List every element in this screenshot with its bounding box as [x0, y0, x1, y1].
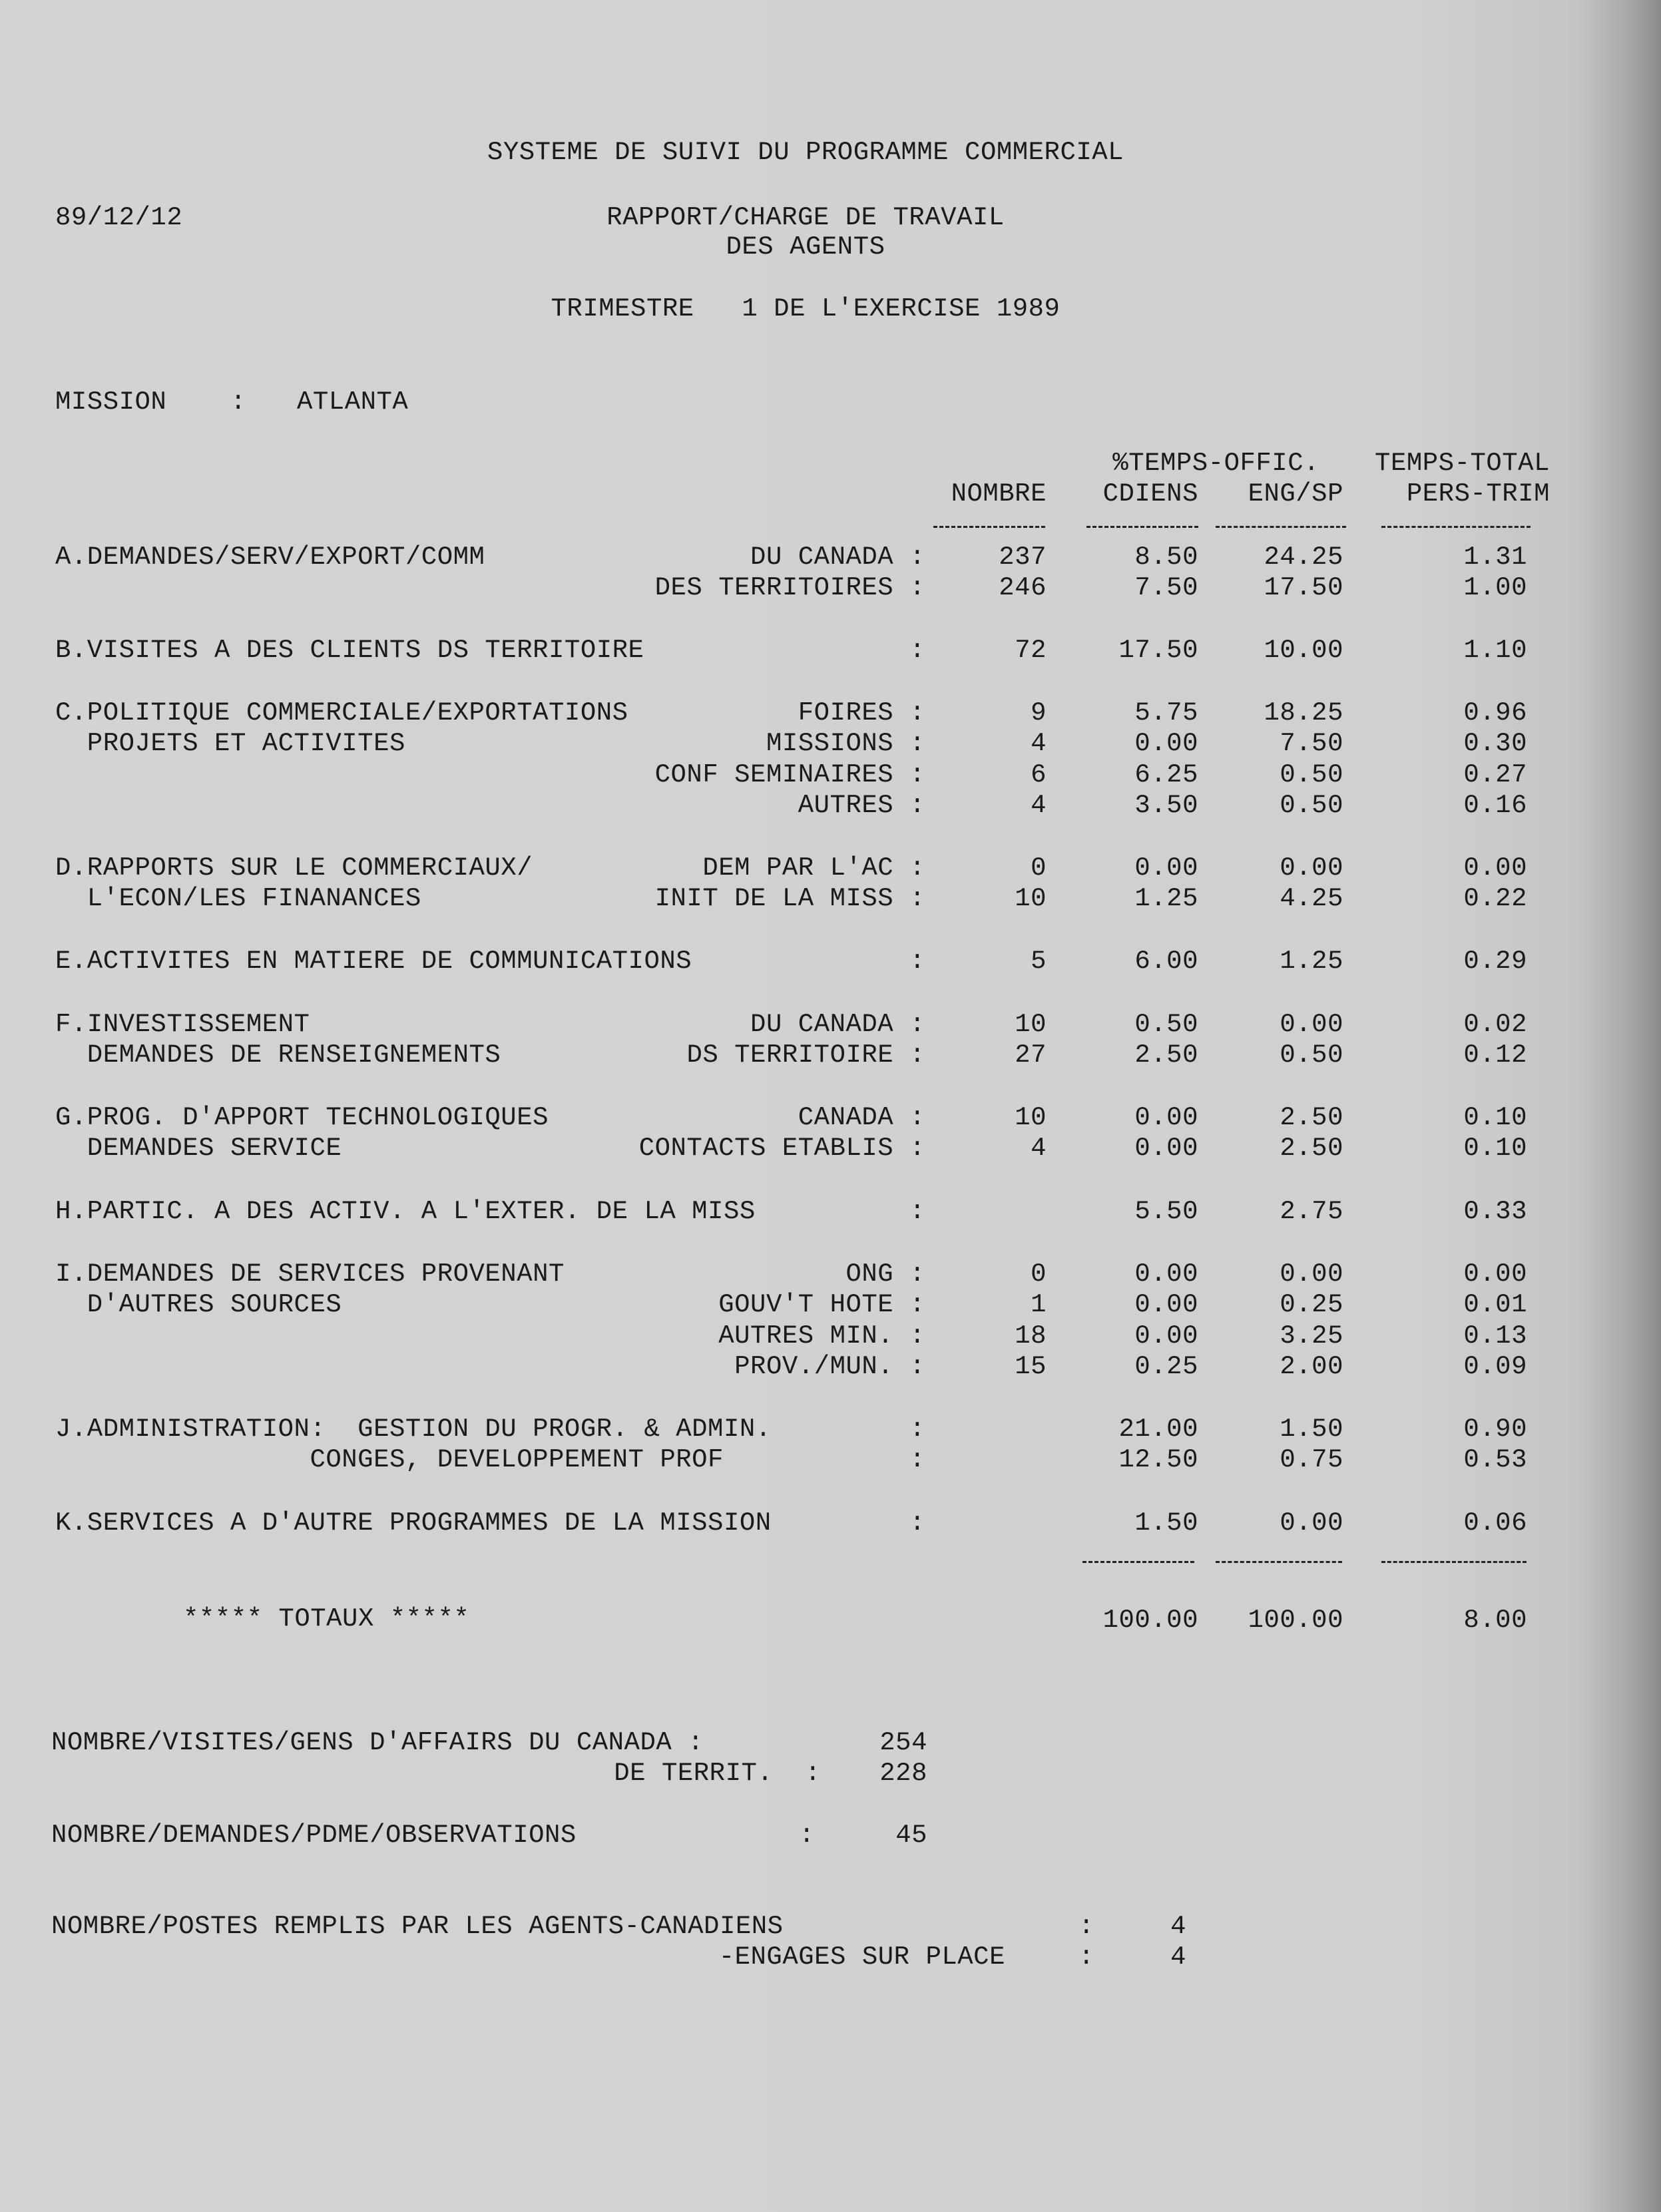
system-title: SYSTEME DE SUIVI DU PROGRAMME COMMERCIAL: [487, 138, 1124, 167]
row-cdiens: 0.00: [1134, 729, 1198, 758]
row-label: DEMANDES SERVICE: [55, 1134, 342, 1163]
row-label: D'AUTRES SOURCES: [55, 1290, 342, 1319]
row-sublabel: :: [909, 947, 925, 976]
row-sublabel: DEM PAR L'AC :: [702, 853, 925, 883]
row-label: PROJETS ET ACTIVITES: [55, 729, 405, 758]
row-sublabel: DU CANADA :: [750, 543, 925, 572]
col-cdiens: CDIENS: [1102, 479, 1198, 509]
row-label: DEMANDES DE RENSEIGNEMENTS: [55, 1040, 501, 1070]
row-cdiens: 0.00: [1134, 1259, 1198, 1289]
row-sublabel: :: [909, 1508, 925, 1538]
row-nombre: 4: [1031, 729, 1047, 758]
row-nombre: 246: [999, 573, 1047, 602]
row-label: C.POLITIQUE COMMERCIALE/EXPORTATIONS: [55, 698, 628, 728]
row-nombre: 72: [1015, 636, 1047, 665]
row-label: J.ADMINISTRATION: GESTION DU PROGR. & ADMIN.: [55, 1415, 772, 1444]
row-sublabel: MISSIONS :: [766, 729, 925, 758]
row-nombre: 10: [1015, 1010, 1047, 1039]
visites-canada-value: 254: [879, 1728, 927, 1757]
row-engsp: 10.00: [1264, 636, 1343, 665]
totals-cdiens: 100.00: [1102, 1606, 1198, 1635]
row-label: E.ACTIVITES EN MATIERE DE COMMUNICATIONS: [55, 947, 692, 976]
postes-canadiens-value: 4: [1170, 1912, 1186, 1941]
visites-territ-value: 228: [879, 1759, 927, 1788]
row-cdiens: 21.00: [1118, 1415, 1198, 1444]
row-perstrim: 0.22: [1463, 884, 1527, 913]
row-perstrim: 0.01: [1463, 1290, 1527, 1319]
row-perstrim: 0.12: [1463, 1040, 1527, 1070]
row-sublabel: :: [909, 1197, 925, 1226]
row-nombre: 0: [1031, 1259, 1047, 1289]
row-cdiens: 3.50: [1134, 791, 1198, 820]
postes-colon: :: [1078, 1912, 1094, 1941]
row-nombre: 1: [1031, 1290, 1047, 1319]
totals-rule-perstrim: [1381, 1561, 1527, 1563]
row-perstrim: 1.31: [1463, 543, 1527, 572]
row-cdiens: 7.50: [1134, 573, 1198, 602]
engages-label: -ENGAGES SUR PLACE: [718, 1942, 1005, 1972]
totals-rule-cdiens: [1082, 1561, 1194, 1563]
header-rule-nombre: [933, 526, 1045, 528]
row-perstrim: 0.00: [1463, 853, 1527, 883]
col-engsp: ENG/SP: [1248, 479, 1343, 509]
row-engsp: 0.75: [1280, 1445, 1343, 1474]
mission-value: ATLANTA: [297, 387, 409, 417]
row-label: B.VISITES A DES CLIENTS DS TERRITOIRE: [55, 636, 644, 665]
row-engsp: 1.50: [1280, 1415, 1343, 1444]
row-sublabel: CONF SEMINAIRES :: [654, 760, 925, 789]
row-nombre: 237: [999, 543, 1047, 572]
row-engsp: 17.50: [1264, 573, 1343, 602]
pct-header: %TEMPS-OFFIC.: [1112, 449, 1319, 478]
row-cdiens: 12.50: [1118, 1445, 1198, 1474]
row-sublabel: CONTACTS ETABLIS :: [638, 1134, 925, 1163]
row-nombre: 6: [1031, 760, 1047, 789]
row-cdiens: 0.50: [1134, 1010, 1198, 1039]
row-label: F.INVESTISSEMENT: [55, 1010, 310, 1039]
row-perstrim: 1.10: [1463, 636, 1527, 665]
row-sublabel: :: [909, 1415, 925, 1444]
row-nombre: 10: [1015, 884, 1047, 913]
row-perstrim: 0.30: [1463, 729, 1527, 758]
row-label: A.DEMANDES/SERV/EXPORT/COMM: [55, 543, 485, 572]
row-nombre: 0: [1031, 853, 1047, 883]
engages-colon: :: [1078, 1942, 1094, 1972]
row-perstrim: 0.90: [1463, 1415, 1527, 1444]
row-cdiens: 1.25: [1134, 884, 1198, 913]
row-sublabel: AUTRES MIN. :: [718, 1321, 925, 1351]
row-nombre: 18: [1015, 1321, 1047, 1351]
row-sublabel: :: [909, 1445, 925, 1474]
row-engsp: 1.25: [1280, 947, 1343, 976]
row-engsp: 0.50: [1280, 760, 1343, 789]
row-cdiens: 0.00: [1134, 1103, 1198, 1132]
row-engsp: 24.25: [1264, 543, 1343, 572]
row-perstrim: 0.16: [1463, 791, 1527, 820]
row-cdiens: 2.50: [1134, 1040, 1198, 1070]
row-engsp: 0.50: [1280, 791, 1343, 820]
row-perstrim: 0.10: [1463, 1103, 1527, 1132]
row-perstrim: 1.00: [1463, 573, 1527, 602]
row-cdiens: 1.50: [1134, 1508, 1198, 1538]
row-cdiens: 5.50: [1134, 1197, 1198, 1226]
row-label: H.PARTIC. A DES ACTIV. A L'EXTER. DE LA MISS: [55, 1197, 756, 1226]
col-perstrim: PERS-TRIM: [1406, 479, 1550, 509]
row-perstrim: 0.06: [1463, 1508, 1527, 1538]
visites-label: NOMBRE/VISITES/GENS D'AFFAIRS DU CANADA :: [51, 1728, 704, 1757]
row-nombre: 15: [1015, 1352, 1047, 1381]
demandes-value: 45: [895, 1821, 927, 1850]
demandes-colon: :: [799, 1821, 815, 1850]
row-perstrim: 0.09: [1463, 1352, 1527, 1381]
row-sublabel: GOUV'T HOTE :: [718, 1290, 925, 1319]
row-sublabel: DU CANADA :: [750, 1010, 925, 1039]
row-cdiens: 8.50: [1134, 543, 1198, 572]
row-sublabel: DS TERRITOIRE :: [686, 1040, 925, 1070]
row-cdiens: 17.50: [1118, 636, 1198, 665]
row-nombre: 4: [1031, 791, 1047, 820]
row-engsp: 0.50: [1280, 1040, 1343, 1070]
row-perstrim: 0.13: [1463, 1321, 1527, 1351]
row-cdiens: 0.00: [1134, 1321, 1198, 1351]
row-engsp: 4.25: [1280, 884, 1343, 913]
header-rule-cdiens: [1086, 526, 1198, 528]
row-label: G.PROG. D'APPORT TECHNOLOGIQUES: [55, 1103, 549, 1132]
row-perstrim: 0.02: [1463, 1010, 1527, 1039]
row-label: CONGES, DEVELOPPEMENT PROF: [55, 1445, 724, 1474]
report-title: RAPPORT/CHARGE DE TRAVAIL: [606, 203, 1005, 232]
row-engsp: 2.50: [1280, 1103, 1343, 1132]
totals-rule-engsp: [1216, 1561, 1342, 1563]
row-perstrim: 0.53: [1463, 1445, 1527, 1474]
row-engsp: 7.50: [1280, 729, 1343, 758]
row-label: D.RAPPORTS SUR LE COMMERCIAUX/: [55, 853, 533, 883]
row-sublabel: PROV./MUN. :: [734, 1352, 925, 1381]
postes-engages-value: 4: [1170, 1942, 1186, 1972]
row-perstrim: 0.96: [1463, 698, 1527, 728]
row-nombre: 4: [1031, 1134, 1047, 1163]
row-label: I.DEMANDES DE SERVICES PROVENANT: [55, 1259, 565, 1289]
row-cdiens: 0.25: [1134, 1352, 1198, 1381]
row-cdiens: 6.00: [1134, 947, 1198, 976]
territ-label: DE TERRIT. :: [614, 1759, 821, 1788]
report-date: 89/12/12: [55, 203, 183, 232]
row-engsp: 2.75: [1280, 1197, 1343, 1226]
row-sublabel: AUTRES :: [798, 791, 925, 820]
row-sublabel: :: [909, 636, 925, 665]
row-engsp: 18.25: [1264, 698, 1343, 728]
row-engsp: 0.25: [1280, 1290, 1343, 1319]
row-perstrim: 0.00: [1463, 1259, 1527, 1289]
report-subtitle: DES AGENTS: [726, 232, 885, 262]
row-engsp: 0.00: [1280, 853, 1343, 883]
total-header: TEMPS-TOTAL: [1375, 449, 1550, 478]
totals-engsp: 100.00: [1248, 1606, 1343, 1635]
row-nombre: 27: [1015, 1040, 1047, 1070]
row-cdiens: 6.25: [1134, 760, 1198, 789]
row-engsp: 0.00: [1280, 1508, 1343, 1538]
row-nombre: 10: [1015, 1103, 1047, 1132]
row-sublabel: FOIRES :: [798, 698, 925, 728]
row-engsp: 2.50: [1280, 1134, 1343, 1163]
row-perstrim: 0.27: [1463, 760, 1527, 789]
mission-label: MISSION :: [55, 387, 246, 417]
row-engsp: 0.00: [1280, 1259, 1343, 1289]
row-cdiens: 0.00: [1134, 1134, 1198, 1163]
row-engsp: 2.00: [1280, 1352, 1343, 1381]
row-perstrim: 0.29: [1463, 947, 1527, 976]
row-perstrim: 0.33: [1463, 1197, 1527, 1226]
row-nombre: 9: [1031, 698, 1047, 728]
row-perstrim: 0.10: [1463, 1134, 1527, 1163]
report-period: TRIMESTRE 1 DE L'EXERCISE 1989: [551, 294, 1061, 324]
totals-label: ***** TOTAUX *****: [183, 1604, 470, 1634]
header-rule-perstrim: [1381, 526, 1531, 528]
totals-perstrim: 8.00: [1463, 1606, 1527, 1635]
row-label: K.SERVICES A D'AUTRE PROGRAMMES DE LA MISSION: [55, 1508, 772, 1538]
row-engsp: 3.25: [1280, 1321, 1343, 1351]
postes-label: NOMBRE/POSTES REMPLIS PAR LES AGENTS-CANADIENS: [51, 1912, 784, 1941]
header-rule-engsp: [1216, 526, 1346, 528]
row-cdiens: 5.75: [1134, 698, 1198, 728]
col-nombre: NOMBRE: [951, 479, 1047, 509]
row-cdiens: 0.00: [1134, 853, 1198, 883]
row-nombre: 5: [1031, 947, 1047, 976]
row-cdiens: 0.00: [1134, 1290, 1198, 1319]
row-sublabel: CANADA :: [798, 1103, 925, 1132]
row-sublabel: INIT DE LA MISS :: [654, 884, 925, 913]
row-sublabel: ONG :: [845, 1259, 925, 1289]
row-sublabel: DES TERRITOIRES :: [654, 573, 925, 602]
row-engsp: 0.00: [1280, 1010, 1343, 1039]
demandes-label: NOMBRE/DEMANDES/PDME/OBSERVATIONS: [51, 1821, 577, 1850]
row-label: L'ECON/LES FINANANCES: [55, 884, 421, 913]
